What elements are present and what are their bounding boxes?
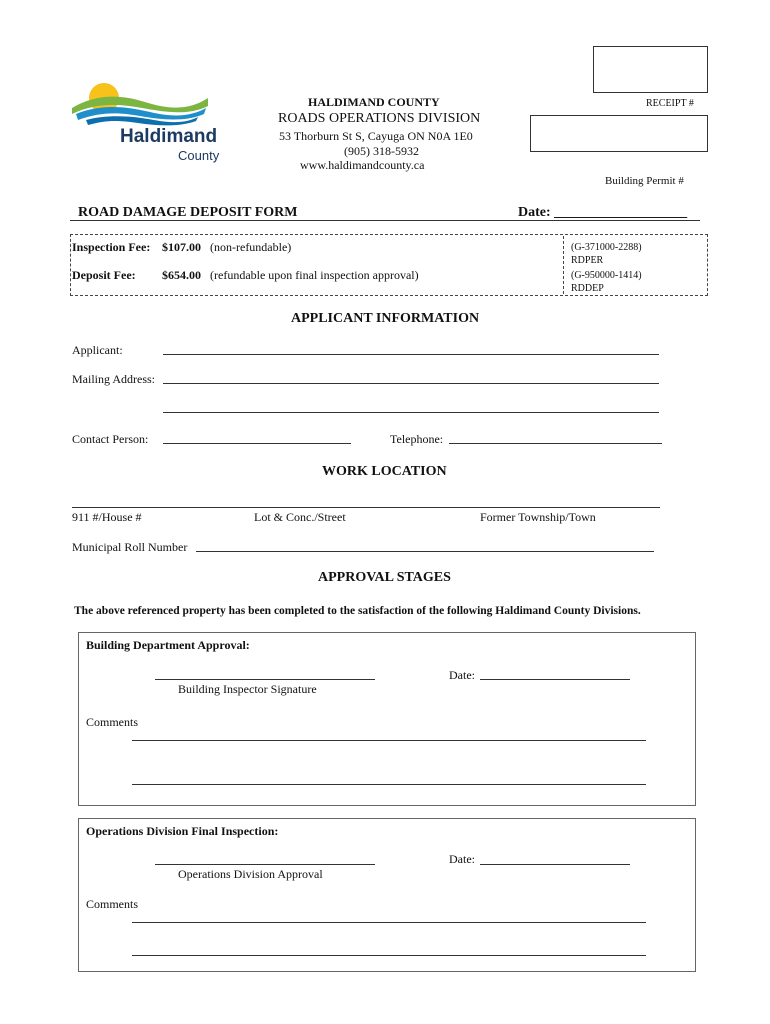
roll-number-label: Municipal Roll Number (72, 540, 188, 554)
lot-street-label: Lot & Conc./Street (254, 510, 346, 524)
building-comments-line-1[interactable] (132, 740, 646, 741)
deposit-fee-amount: $654.00 (162, 268, 201, 282)
inspection-fee-note: (non-refundable) (210, 240, 292, 254)
operations-date-label: Date: (449, 852, 475, 866)
inspection-account-code: (G-371000-2288) (571, 242, 642, 253)
deposit-account-sub: RDDEP (571, 283, 604, 294)
mailing-address-label: Mailing Address: (72, 372, 155, 386)
county-name: HALDIMAND COUNTY (308, 95, 440, 109)
building-comments-line-2[interactable] (132, 784, 646, 785)
title-rule (70, 220, 700, 221)
township-label: Former Township/Town (480, 510, 596, 524)
logo-mark-icon (70, 80, 210, 128)
website-link[interactable]: www.haldimandcounty.ca (300, 158, 425, 172)
operations-comments-label: Comments (86, 897, 139, 911)
form-title: ROAD DAMAGE DEPOSIT FORM (78, 205, 298, 220)
inspection-account-sub: RDPER (571, 255, 604, 266)
logo-name-line1: Haldimand (120, 126, 218, 147)
building-date-field[interactable] (480, 679, 630, 680)
approval-statement: The above referenced property has been completed to the satisfaction of the following Haldimand County Divisions. (74, 605, 641, 617)
receipt-label: RECEIPT # (646, 98, 694, 109)
office-phone: (905) 318-5932 (344, 144, 419, 158)
inspection-fee-amount: $107.00 (162, 240, 201, 254)
telephone-field[interactable] (449, 443, 662, 444)
roll-number-field[interactable] (196, 551, 654, 552)
form-date-field[interactable]: Date: ___________________ (518, 205, 688, 220)
applicant-label: Applicant: (72, 343, 123, 357)
operations-date-field[interactable] (480, 864, 630, 865)
operations-inspection-title: Operations Division Final Inspection: (86, 824, 279, 838)
receipt-number-box[interactable] (593, 46, 708, 93)
contact-person-label: Contact Person: (72, 432, 149, 446)
haldimand-logo (70, 80, 230, 166)
house-number-label: 911 #/House # (72, 510, 142, 524)
work-section-heading: WORK LOCATION (322, 464, 447, 479)
building-signature-label: Building Inspector Signature (178, 682, 317, 696)
inspection-fee-label: Inspection Fee: (72, 240, 151, 254)
building-comments-label: Comments (86, 715, 139, 729)
office-address: 53 Thorburn St S, Cayuga ON N0A 1E0 (279, 129, 473, 143)
contact-person-field[interactable] (163, 443, 351, 444)
operations-comments-line-1[interactable] (132, 922, 646, 923)
mailing-address-field-1[interactable] (163, 383, 659, 384)
operations-inspection-box (78, 818, 696, 972)
fee-divider (563, 236, 564, 294)
building-approval-title: Building Department Approval: (86, 638, 250, 652)
operations-signature-label: Operations Division Approval (178, 867, 323, 881)
permit-number-box[interactable] (530, 115, 708, 152)
work-location-field[interactable] (72, 507, 660, 508)
operations-signature-field[interactable] (155, 864, 375, 865)
applicant-field[interactable] (163, 354, 659, 355)
approval-section-heading: APPROVAL STAGES (318, 570, 451, 585)
building-approval-box (78, 632, 696, 806)
deposit-fee-label: Deposit Fee: (72, 268, 136, 282)
division-name: ROADS OPERATIONS DIVISION (278, 111, 481, 126)
building-signature-field[interactable] (155, 679, 375, 680)
mailing-address-field-2[interactable] (163, 412, 659, 413)
telephone-label: Telephone: (390, 432, 444, 446)
applicant-section-heading: APPLICANT INFORMATION (291, 311, 480, 326)
deposit-fee-note: (refundable upon final inspection approval) (210, 268, 419, 282)
logo-name-line2: County (178, 148, 220, 163)
building-date-label: Date: (449, 668, 475, 682)
deposit-account-code: (G-950000-1414) (571, 270, 642, 281)
operations-comments-line-2[interactable] (132, 955, 646, 956)
permit-label: Building Permit # (605, 175, 684, 187)
